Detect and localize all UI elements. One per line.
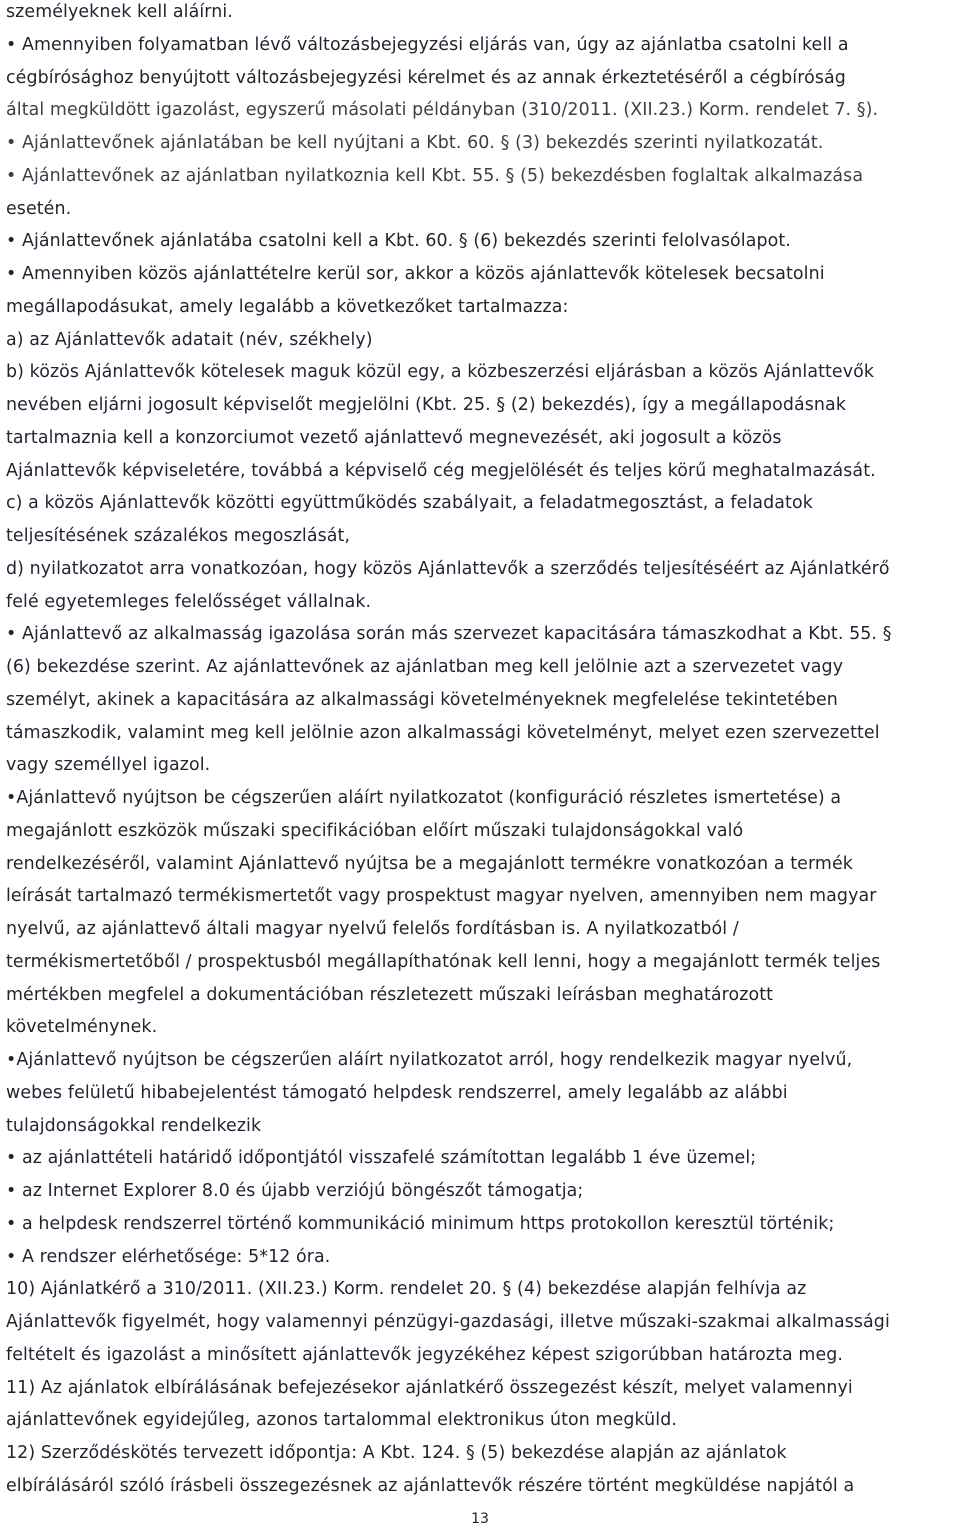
text-line: elbírálásáról szóló írásbeli összegezésnek az ajánlattevők részére történt megküldése napjától a	[6, 1475, 855, 1496]
text-line: megállapodásukat, amely legalább a következőket tartalmazza:	[6, 296, 569, 317]
text-line: megajánlott eszközök műszaki specifikációban előírt műszaki tulajdonságokkal való	[6, 820, 744, 841]
text-line: leírását tartalmazó termékismertetőt vagy prospektust magyar nyelven, amennyiben nem magyar	[6, 886, 877, 907]
text-line: követelménynek.	[6, 1017, 158, 1038]
text-line: • A rendszer elérhetősége: 5*12 óra.	[6, 1246, 331, 1267]
text-line: vagy személlyel igazol.	[6, 755, 211, 776]
text-line: c) a közös Ajánlattevők közötti együttműködés szabályait, a feladatmegosztást, a feladatok	[6, 493, 813, 514]
text-line: által megküldött igazolást, egyszerű másolati példányban (310/2011. (XII.23.) Korm. rendelet 7. §).	[6, 100, 879, 121]
text-line: tartalmaznia kell a konzorciumot vezető ajánlattevő megnevezését, aki jogosult a közös	[6, 427, 782, 448]
text-line: a) az Ajánlattevők adatait (név, székhely)	[6, 329, 373, 350]
text-line: nyelvű, az ajánlattevő általi magyar nyelvű felelős fordításban is. A nyilatkozatból /	[6, 919, 739, 939]
text-line: feltételt és igazolást a minősített ajánlattevők jegyzékéhez képest szigorúbban határozta meg.	[6, 1344, 844, 1365]
text-line: • az Internet Explorer 8.0 és újabb verziójú böngészőt támogatja;	[6, 1181, 584, 1201]
text-line: • Amennyiben közös ajánlattételre kerül sor, akkor a közös ajánlattevők kötelesek becsatolni	[6, 264, 825, 284]
text-line: cégbírósághoz benyújtott változásbejegyzési kérelmet és az annak érkeztetéséről a cégbíróság	[6, 67, 846, 88]
text-line: személyeknek kell aláírni.	[6, 2, 233, 22]
text-line: nevében eljárni jogosult képviselőt megjelölni (Kbt. 25. § (2) bekezdés), így a megállapodásnak	[6, 395, 846, 415]
text-line: (6) bekezdése szerint. Az ajánlattevőnek az ajánlatban meg kell jelölnie azt a szervezetet vagy	[6, 657, 844, 677]
text-line: Ajánlattevők figyelmét, hogy valamennyi pénzügyi-gazdasági, illetve műszaki-szakmai alkalmassági	[6, 1312, 890, 1332]
text-line: • Ajánlattevő az alkalmasság igazolása során más szervezet kapacitására támaszkodhat a Kbt. 55. §	[6, 624, 892, 645]
text-line: tulajdonságokkal rendelkezik	[6, 1115, 262, 1136]
text-line: •Ajánlattevő nyújtson be cégszerűen aláírt nyilatkozatot arról, hogy rendelkezik magyar nyelvű,	[6, 1050, 853, 1070]
text-line: • a helpdesk rendszerrel történő kommunikáció minimum https protokollon keresztül történik;	[6, 1213, 835, 1234]
text-line: • Ajánlattevőnek az ajánlatban nyilatkoznia kell Kbt. 55. § (5) bekezdésben foglaltak alkalmazása	[6, 165, 864, 186]
text-line: 11) Az ajánlatok elbírálásának befejezésekor ajánlatkérő összegezést készít, melyet valamennyi	[6, 1377, 853, 1398]
text-line: b) közös Ajánlattevők kötelesek maguk közül egy, a közbeszerzési eljárásban a közös Ajánlattevők	[6, 362, 875, 383]
text-line: mértékben megfelel a dokumentációban részletezett műszaki leírásban meghatározott	[6, 984, 774, 1005]
text-line: d) nyilatkozatot arra vonatkozóan, hogy közös Ajánlattevők a szerződés teljesítéséért az Ajánlatkérő	[6, 558, 890, 579]
text-line: termékismertetőből / prospektusból megállapíthatónak kell lenni, hogy a megajánlott termék teljes	[6, 951, 881, 972]
text-line: •Ajánlattevő nyújtson be cégszerűen aláírt nyilatkozatot (konfiguráció részletes ismertetése) a	[6, 788, 842, 808]
text-line: • Ajánlattevőnek ajánlatában be kell nyújtani a Kbt. 60. § (3) bekezdés szerinti nyilatkozatát.	[6, 133, 824, 153]
text-line: • Amennyiben folyamatban lévő változásbejegyzési eljárás van, úgy az ajánlatba csatolni kell a	[6, 34, 849, 55]
text-line: • az ajánlattételi határidő időpontjától visszafelé számítottan legalább 1 éve üzemel;	[6, 1148, 757, 1169]
text-line: felé egyetemleges felelősséget vállalnak.	[6, 591, 372, 612]
text-line: teljesítésének százalékos megoszlását,	[6, 526, 351, 546]
text-line: személyt, akinek a kapacitására az alkalmassági követelményeknek megfelelése tekintetében	[6, 689, 838, 710]
text-line: rendelkezéséről, valamint Ajánlattevő nyújtsa be a megajánlott termékre vonatkozóan a termék	[6, 853, 853, 874]
text-line: 10) Ajánlatkérő a 310/2011. (XII.23.) Korm. rendelet 20. § (4) bekezdése alapján felhívja az	[6, 1279, 807, 1300]
text-line: Ajánlattevők képviseletére, továbbá a képviselő cég megjelölését és teljes körű meghatalmazását.	[6, 460, 876, 481]
text-line: • Ajánlattevőnek ajánlatába csatolni kell a Kbt. 60. § (6) bekezdés szerinti felolvasólapot.	[6, 231, 791, 252]
text-line: webes felületű hibabejelentést támogató helpdesk rendszerrel, amely legalább az alábbi	[6, 1082, 788, 1103]
text-line: 12) Szerződéskötés tervezett időpontja: A Kbt. 124. § (5) bekezdése alapján az ajánlatok	[6, 1443, 787, 1463]
text-line: esetén.	[6, 198, 72, 219]
text-line: ajánlattevőnek egyidejűleg, azonos tartalommal elektronikus úton megküld.	[6, 1410, 677, 1431]
text-line: támaszkodik, valamint meg kell jelölnie azon alkalmassági követelményt, melyet ezen szervezettel	[6, 722, 880, 743]
page-number: 13	[471, 1511, 489, 1527]
